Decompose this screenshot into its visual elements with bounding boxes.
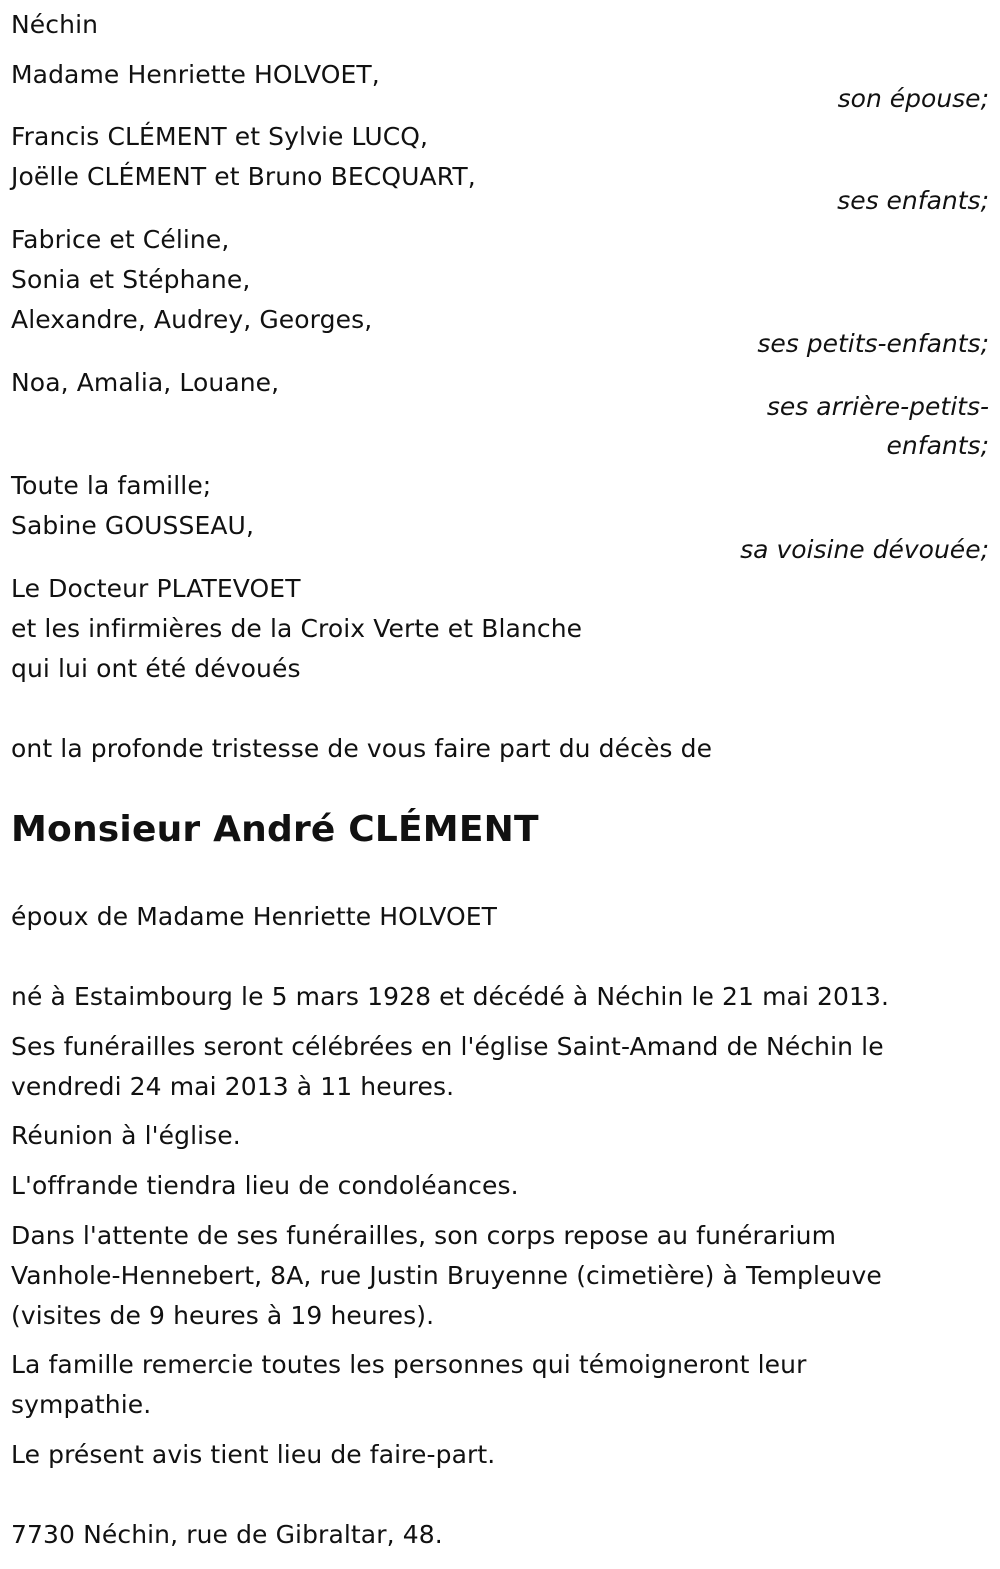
whole-family-line: Toute la famille; (11, 471, 212, 500)
spouse-role: son épouse; (837, 84, 989, 113)
grandchildren-role: ses petits-enfants; (757, 329, 989, 358)
funeral-line: vendredi 24 mai 2013 à 11 heures. (11, 1072, 455, 1101)
doctor-line: qui lui ont été dévoués (11, 654, 301, 683)
repose-line: Vanhole-Hennebert, 8A, rue Justin Bruyenne (cimetière) à Templeuve (11, 1261, 882, 1290)
spouse-name: Madame Henriette HOLVOET, (11, 60, 380, 89)
great-grandchildren-line: Noa, Amalia, Louane, (11, 368, 280, 397)
meeting-line: Réunion à l'église. (11, 1121, 241, 1150)
doctor-line: Le Docteur PLATEVOET (11, 574, 301, 603)
doctor-line: et les infirmières de la Croix Verte et Blanche (11, 614, 583, 643)
announcement-intro: ont la profonde tristesse de vous faire part du décès de (11, 734, 713, 763)
children-role: ses enfants; (837, 186, 989, 215)
spouse-of-line: époux de Madame Henriette HOLVOET (11, 902, 498, 931)
location-heading: Néchin (11, 10, 99, 39)
grandchild-line: Sonia et Stéphane, (11, 265, 251, 294)
neighbor-name: Sabine GOUSSEAU, (11, 511, 255, 540)
deceased-name: Monsieur André CLÉMENT (11, 809, 539, 850)
thanks-line: sympathie. (11, 1390, 152, 1419)
funeral-line: Ses funérailles seront célébrées en l'église Saint-Amand de Néchin le (11, 1032, 884, 1061)
address-line: 7730 Néchin, rue de Gibraltar, 48. (11, 1520, 443, 1549)
great-grandchildren-role: ses arrière-petits- (766, 392, 989, 421)
child-line: Joëlle CLÉMENT et Bruno BECQUART, (11, 162, 476, 191)
notice-line: Le présent avis tient lieu de faire-part. (11, 1440, 496, 1469)
great-grandchildren-role-cont: enfants; (886, 431, 989, 460)
birth-death-line: né à Estaimbourg le 5 mars 1928 et décédé à Néchin le 21 mai 2013. (11, 982, 890, 1011)
thanks-line: La famille remercie toutes les personnes qui témoigneront leur (11, 1350, 807, 1379)
offering-line: L'offrande tiendra lieu de condoléances. (11, 1171, 519, 1200)
neighbor-role: sa voisine dévouée; (740, 535, 989, 564)
repose-line: (visites de 9 heures à 19 heures). (11, 1301, 435, 1330)
grandchild-line: Alexandre, Audrey, Georges, (11, 305, 373, 334)
grandchild-line: Fabrice et Céline, (11, 225, 230, 254)
child-line: Francis CLÉMENT et Sylvie LUCQ, (11, 122, 429, 151)
repose-line: Dans l'attente de ses funérailles, son corps repose au funérarium (11, 1221, 837, 1250)
